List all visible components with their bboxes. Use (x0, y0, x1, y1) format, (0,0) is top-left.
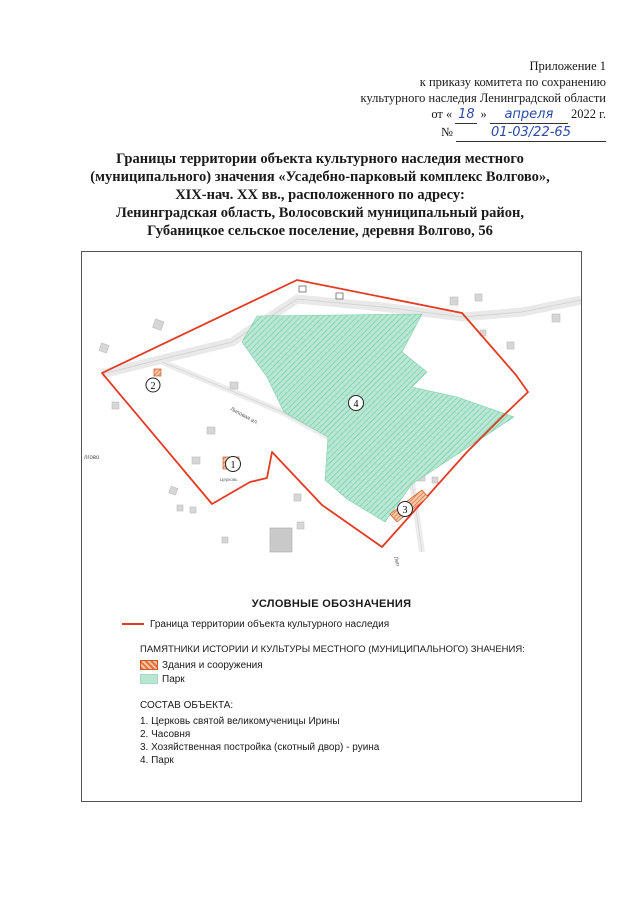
appendix-line-1: Приложение 1 (529, 59, 606, 73)
marker-1-label: 1 (230, 460, 236, 471)
legend-item-1: 1. Церковь святой великомученицы Ирины (140, 716, 340, 727)
title-line-4: Ленинградская область, Волосовский муниципальный район, (116, 205, 524, 221)
boundary-line-icon (122, 623, 144, 625)
marker-2 (146, 378, 160, 392)
legend-buildings-row (140, 660, 263, 671)
date-prefix: от « (431, 107, 453, 121)
legend-buildings-label: Здания и сооружения (162, 660, 263, 671)
legend-park-label: Парк (162, 674, 185, 685)
marker-1 (226, 457, 241, 472)
legend-item-4: 4. Парк (140, 755, 174, 766)
date-month: апреля (490, 107, 568, 124)
legend-boundary-row (122, 619, 389, 630)
appendix-line-2: к приказу комитета по сохранению (419, 75, 606, 89)
legend-item-3: 3. Хозяйственная постройка (скотный двор) - руина (140, 742, 380, 753)
street-label-2: Лип (392, 555, 401, 567)
number-value: 01-03/22-65 (456, 125, 606, 142)
date-mid: » (480, 107, 487, 121)
title-line-2: (муниципального) значения «Усадебно-парковый комплекс Волгово», (90, 169, 550, 185)
number-prefix: № (440, 125, 453, 139)
title-line-5: Губаницкое сельское поселение, деревня Волгово, 56 (147, 223, 493, 239)
village-label: лгово (84, 455, 100, 461)
date-day: 18 (455, 107, 477, 124)
legend-boundary-label: Граница территории объекта культурного наследия (150, 619, 390, 630)
appendix-number-line (361, 124, 606, 142)
park-swatch-icon (140, 674, 158, 684)
appendix-line-3: культурного наследия Ленинградской области (360, 91, 606, 105)
legend-park-row (140, 674, 185, 685)
legend-monuments-heading: ПАМЯТНИКИ ИСТОРИИ И КУЛЬТУРЫ МЕСТНОГО (МУНИЦИПАЛЬНОГО) ЗНАЧЕНИЯ: (140, 644, 525, 655)
chapel-building (154, 369, 161, 376)
appendix-header (361, 58, 606, 142)
title-line-3: XIX-нач. XX вв., расположенного по адресу: (175, 187, 465, 203)
marker-4-label: 4 (353, 399, 359, 410)
site-map (82, 252, 581, 572)
legend-item-2: 2. Часовня (140, 729, 191, 740)
document-title (60, 150, 580, 240)
buildings-swatch-icon (140, 660, 158, 670)
title-line-1: Границы территории объекта культурного наследия местного (116, 151, 524, 167)
appendix-date-line (361, 106, 606, 124)
map-frame (81, 251, 582, 802)
marker-4 (349, 396, 364, 411)
legend-title: УСЛОВНЫЕ ОБОЗНАЧЕНИЯ (251, 598, 412, 610)
church-label: Церковь (220, 477, 238, 482)
marker-3-label: 3 (402, 505, 408, 516)
park-area (242, 314, 514, 522)
street-label: Липовая ал. (229, 406, 260, 427)
marker-3 (398, 502, 413, 517)
date-year: 2022 г. (571, 107, 606, 121)
legend-composition-heading: СОСТАВ ОБЪЕКТА: (140, 700, 234, 711)
marker-2-label: 2 (150, 381, 156, 392)
